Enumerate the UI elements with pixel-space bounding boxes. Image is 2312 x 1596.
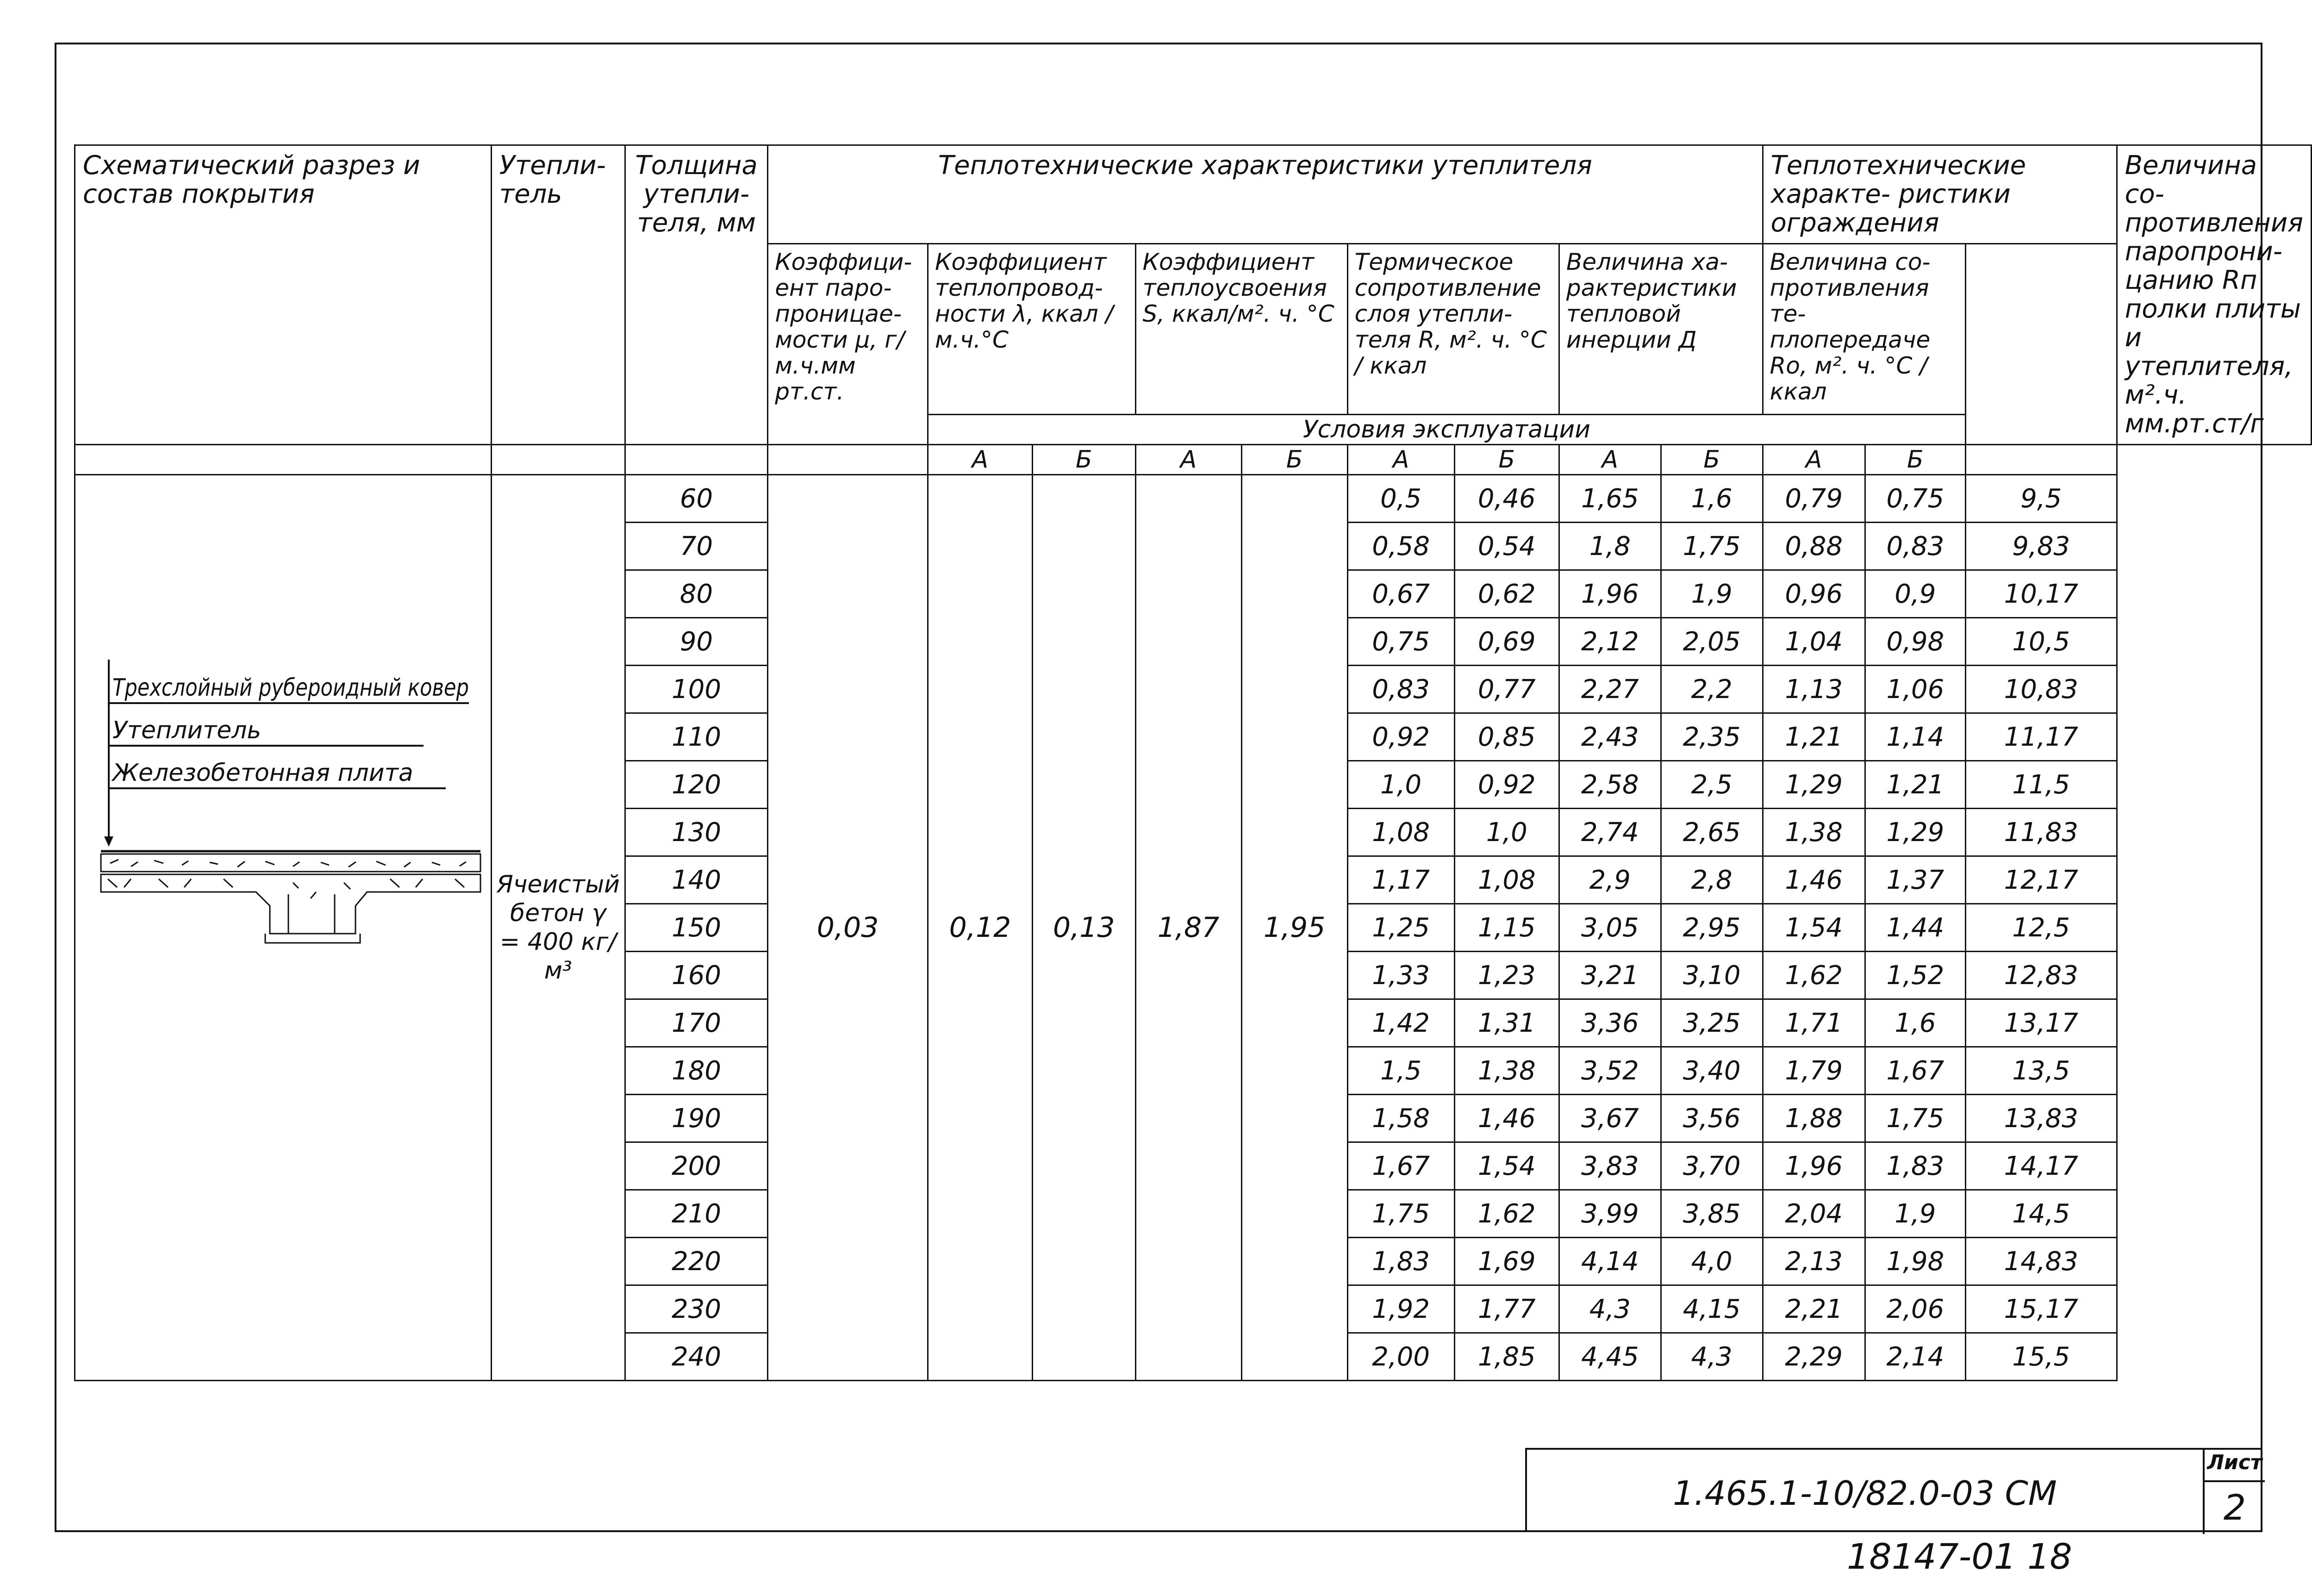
r0-b-cell: 1,9 [1865, 1190, 1965, 1238]
d-b-cell: 2,95 [1661, 904, 1763, 952]
r0-a-cell: 2,13 [1763, 1238, 1865, 1285]
vapor-resistance-cell: 11,17 [1965, 713, 2117, 761]
d-b-cell: 3,40 [1661, 1047, 1763, 1095]
thickness-cell: 150 [625, 904, 767, 952]
thickness-cell: 60 [625, 475, 767, 523]
header-enclosure-group: Теплотехнические характе- ристики ограждения [1763, 145, 2117, 244]
d-b-cell: 4,3 [1661, 1333, 1763, 1381]
header-vapor-resistance: Величина со- противления паропрони- цанию Rп полки плиты и утеплителя, м².ч. мм.рт.ст/г [2117, 145, 2311, 445]
r-b-cell: 0,62 [1454, 570, 1559, 618]
r0-a-cell: 2,21 [1763, 1285, 1865, 1333]
r-b-cell: 1,69 [1454, 1238, 1559, 1285]
r-b-cell: 1,85 [1454, 1333, 1559, 1381]
thickness-cell: 110 [625, 713, 767, 761]
vapor-resistance-cell: 12,17 [1965, 856, 2117, 904]
header-d-a: А [1559, 445, 1661, 475]
insulation-material-cell: Ячеистый бетон γ = 400 кг/м³ [491, 475, 625, 1381]
r0-a-cell: 1,29 [1763, 761, 1865, 809]
header-r-a: А [1347, 445, 1454, 475]
r0-b-cell: 1,83 [1865, 1142, 1965, 1190]
vapor-resistance-cell: 13,5 [1965, 1047, 2117, 1095]
thickness-cell: 160 [625, 952, 767, 999]
r-b-cell: 1,08 [1454, 856, 1559, 904]
r-a-cell: 1,58 [1347, 1095, 1454, 1142]
thermal-characteristics-table [74, 144, 2312, 1381]
vapor-resistance-cell: 10,5 [1965, 618, 2117, 666]
header-cond-b: Б [1032, 445, 1135, 475]
vapor-resistance-cell: 11,83 [1965, 809, 2117, 856]
r0-a-cell: 2,04 [1763, 1190, 1865, 1238]
thickness-cell: 130 [625, 809, 767, 856]
thickness-cell: 220 [625, 1238, 767, 1285]
vapor-resistance-cell: 14,17 [1965, 1142, 2117, 1190]
thickness-cell: 170 [625, 999, 767, 1047]
d-a-cell: 1,65 [1559, 475, 1661, 523]
r0-b-cell: 0,98 [1865, 618, 1965, 666]
absorption-a-cell: 1,87 [1135, 475, 1241, 1381]
r0-b-cell: 1,21 [1865, 761, 1965, 809]
d-a-cell: 4,45 [1559, 1333, 1661, 1381]
r0-a-cell: 0,96 [1763, 570, 1865, 618]
r-b-cell: 1,77 [1454, 1285, 1559, 1333]
r-b-cell: 0,54 [1454, 523, 1559, 570]
permeability-cell: 0,03 [768, 475, 928, 1381]
r-b-cell: 1,62 [1454, 1190, 1559, 1238]
vapor-resistance-cell: 15,5 [1965, 1333, 2117, 1381]
header-thermal-resistance: Термическое сопротивление слоя утепли- теля R, м². ч. °С / ккал [1347, 244, 1559, 415]
d-a-cell: 3,52 [1559, 1047, 1661, 1095]
d-b-cell: 3,70 [1661, 1142, 1763, 1190]
header-inertia: Величина ха- рактеристики тепловой инерции Д [1559, 244, 1763, 415]
r-a-cell: 0,75 [1347, 618, 1454, 666]
d-b-cell: 3,85 [1661, 1190, 1763, 1238]
thickness-cell: 230 [625, 1285, 767, 1333]
header-abs-a: А [1135, 445, 1241, 475]
header-insulation-group: Теплотехнические характеристики утеплителя [768, 145, 1763, 244]
r-a-cell: 1,92 [1347, 1285, 1454, 1333]
document-code: 1.465.1-10/82.0-03 СМ [1673, 1474, 2057, 1513]
d-b-cell: 1,75 [1661, 523, 1763, 570]
d-a-cell: 2,9 [1559, 856, 1661, 904]
d-a-cell: 1,96 [1559, 570, 1661, 618]
r-b-cell: 0,46 [1454, 475, 1559, 523]
r0-a-cell: 1,62 [1763, 952, 1865, 999]
r0-a-cell: 2,29 [1763, 1333, 1865, 1381]
vapor-resistance-cell: 9,83 [1965, 523, 2117, 570]
r0-b-cell: 1,98 [1865, 1238, 1965, 1285]
thickness-cell: 140 [625, 856, 767, 904]
r-b-cell: 1,31 [1454, 999, 1559, 1047]
header-insulation: Утепли- тель [491, 145, 625, 445]
r-a-cell: 1,83 [1347, 1238, 1454, 1285]
d-b-cell: 4,0 [1661, 1238, 1763, 1285]
header-conditions: Условия эксплуатации [928, 415, 1966, 445]
r0-b-cell: 1,44 [1865, 904, 1965, 952]
r-a-cell: 1,08 [1347, 809, 1454, 856]
header-d-b: Б [1661, 445, 1763, 475]
thickness-cell: 80 [625, 570, 767, 618]
r0-a-cell: 1,21 [1763, 713, 1865, 761]
r0-a-cell: 1,38 [1763, 809, 1865, 856]
thickness-cell: 90 [625, 618, 767, 666]
r-a-cell: 0,5 [1347, 475, 1454, 523]
vapor-resistance-cell: 12,5 [1965, 904, 2117, 952]
d-b-cell: 3,25 [1661, 999, 1763, 1047]
r-b-cell: 1,15 [1454, 904, 1559, 952]
header-abs-b: Б [1241, 445, 1347, 475]
thickness-cell: 210 [625, 1190, 767, 1238]
r-b-cell: 1,46 [1454, 1095, 1559, 1142]
r-b-cell: 1,38 [1454, 1047, 1559, 1095]
header-cond-a: А [928, 445, 1033, 475]
r0-b-cell: 1,37 [1865, 856, 1965, 904]
vapor-resistance-cell: 14,83 [1965, 1238, 2117, 1285]
d-a-cell: 1,8 [1559, 523, 1661, 570]
d-b-cell: 4,15 [1661, 1285, 1763, 1333]
r-a-cell: 0,58 [1347, 523, 1454, 570]
header-conductivity: Коэффициент теплопровод- ности λ, ккал / м.ч.°С [928, 244, 1136, 415]
r-b-cell: 0,77 [1454, 666, 1559, 713]
r0-a-cell: 1,88 [1763, 1095, 1865, 1142]
d-a-cell: 2,58 [1559, 761, 1661, 809]
conductivity-a-cell: 0,12 [928, 475, 1033, 1381]
layer-label-insulation: Утеплитель [112, 717, 262, 744]
thickness-cell: 70 [625, 523, 767, 570]
r-b-cell: 1,23 [1454, 952, 1559, 999]
r-a-cell: 1,25 [1347, 904, 1454, 952]
header-scheme: Схематический разрез и состав покрытия [75, 145, 492, 445]
r0-b-cell: 2,06 [1865, 1285, 1965, 1333]
d-b-cell: 2,2 [1661, 666, 1763, 713]
r-b-cell: 1,54 [1454, 1142, 1559, 1190]
title-block [1525, 1448, 2261, 1532]
r-a-cell: 0,92 [1347, 713, 1454, 761]
d-a-cell: 2,12 [1559, 618, 1661, 666]
header-blank-permeability [768, 445, 928, 475]
sheet-number: 2 [2223, 1487, 2246, 1528]
r0-a-cell: 1,13 [1763, 666, 1865, 713]
r0-a-cell: 0,88 [1763, 523, 1865, 570]
header-thickness: Толщина утепли- теля, мм [625, 145, 767, 445]
r0-b-cell: 1,06 [1865, 666, 1965, 713]
vapor-resistance-cell: 11,5 [1965, 761, 2117, 809]
layer-label-slab: Железобетонная плита [112, 759, 413, 787]
r-a-cell: 2,00 [1347, 1333, 1454, 1381]
d-a-cell: 4,3 [1559, 1285, 1661, 1333]
header-r0-b: Б [1865, 445, 1965, 475]
r-b-cell: 0,69 [1454, 618, 1559, 666]
sheet-label: Лист [2205, 1451, 2265, 1482]
vapor-resistance-cell: 13,83 [1965, 1095, 2117, 1142]
thickness-cell: 100 [625, 666, 767, 713]
r-a-cell: 1,33 [1347, 952, 1454, 999]
thickness-cell: 200 [625, 1142, 767, 1190]
vapor-resistance-cell: 10,17 [1965, 570, 2117, 618]
roof-section-diagram [75, 475, 490, 1355]
r-a-cell: 1,17 [1347, 856, 1454, 904]
r-a-cell: 1,42 [1347, 999, 1454, 1047]
r-b-cell: 0,85 [1454, 713, 1559, 761]
d-a-cell: 2,43 [1559, 713, 1661, 761]
header-blank-vapor [1965, 445, 2117, 475]
vapor-resistance-cell: 9,5 [1965, 475, 2117, 523]
header-r0-a: А [1763, 445, 1865, 475]
r-a-cell: 0,83 [1347, 666, 1454, 713]
r0-b-cell: 1,52 [1865, 952, 1965, 999]
vapor-resistance-cell: 10,83 [1965, 666, 2117, 713]
d-b-cell: 3,10 [1661, 952, 1763, 999]
d-a-cell: 3,36 [1559, 999, 1661, 1047]
r0-b-cell: 1,67 [1865, 1047, 1965, 1095]
table-row [75, 475, 2312, 523]
d-b-cell: 2,35 [1661, 713, 1763, 761]
header-heat-transfer: Величина со- противления те- плопередаче Rо, м². ч. °С / ккал [1763, 244, 1965, 415]
r-b-cell: 0,92 [1454, 761, 1559, 809]
header-blank-thickness [625, 445, 767, 475]
r-a-cell: 1,67 [1347, 1142, 1454, 1190]
r0-a-cell: 1,79 [1763, 1047, 1865, 1095]
r0-a-cell: 1,46 [1763, 856, 1865, 904]
d-b-cell: 2,05 [1661, 618, 1763, 666]
r0-b-cell: 1,75 [1865, 1095, 1965, 1142]
d-b-cell: 1,9 [1661, 570, 1763, 618]
d-b-cell: 1,6 [1661, 475, 1763, 523]
header-blank-scheme [75, 445, 492, 475]
vapor-resistance-cell: 13,17 [1965, 999, 2117, 1047]
r0-b-cell: 1,29 [1865, 809, 1965, 856]
d-b-cell: 2,5 [1661, 761, 1763, 809]
r0-a-cell: 1,96 [1763, 1142, 1865, 1190]
d-a-cell: 2,74 [1559, 809, 1661, 856]
layer-label-roofing: Трехслойный рубероидный ковер [112, 674, 469, 702]
r0-b-cell: 0,75 [1865, 475, 1965, 523]
r0-b-cell: 1,6 [1865, 999, 1965, 1047]
header-absorption: Коэффициент теплоусвоения S, ккал/м². ч. °С [1135, 244, 1347, 415]
inventory-number: 18147-01 18 [1847, 1536, 2072, 1577]
header-blank-insulation [491, 445, 625, 475]
r0-b-cell: 2,14 [1865, 1333, 1965, 1381]
d-a-cell: 3,83 [1559, 1142, 1661, 1190]
r-a-cell: 1,0 [1347, 761, 1454, 809]
vapor-resistance-cell: 14,5 [1965, 1190, 2117, 1238]
r0-b-cell: 0,83 [1865, 523, 1965, 570]
r0-a-cell: 1,54 [1763, 904, 1865, 952]
d-a-cell: 3,67 [1559, 1095, 1661, 1142]
r-a-cell: 0,67 [1347, 570, 1454, 618]
d-a-cell: 4,14 [1559, 1238, 1661, 1285]
d-b-cell: 2,65 [1661, 809, 1763, 856]
d-a-cell: 2,27 [1559, 666, 1661, 713]
thickness-cell: 240 [625, 1333, 767, 1381]
d-a-cell: 3,21 [1559, 952, 1661, 999]
thickness-cell: 180 [625, 1047, 767, 1095]
r0-a-cell: 1,71 [1763, 999, 1865, 1047]
r-b-cell: 1,0 [1454, 809, 1559, 856]
r0-b-cell: 0,9 [1865, 570, 1965, 618]
absorption-b-cell: 1,95 [1241, 475, 1347, 1381]
conductivity-b-cell: 0,13 [1032, 475, 1135, 1381]
r0-b-cell: 1,14 [1865, 713, 1965, 761]
header-permeability: Коэффици- ент паро- проницае- мости μ, г/м.ч.мм рт.ст. [768, 244, 928, 445]
d-a-cell: 3,99 [1559, 1190, 1661, 1238]
r-a-cell: 1,5 [1347, 1047, 1454, 1095]
vapor-resistance-cell: 15,17 [1965, 1285, 2117, 1333]
thickness-cell: 120 [625, 761, 767, 809]
d-b-cell: 2,8 [1661, 856, 1763, 904]
thickness-cell: 190 [625, 1095, 767, 1142]
sheet-cell [2203, 1450, 2263, 1534]
diagram-cell [75, 475, 492, 1381]
header-r-b: Б [1454, 445, 1559, 475]
vapor-resistance-cell: 12,83 [1965, 952, 2117, 999]
d-a-cell: 3,05 [1559, 904, 1661, 952]
r0-a-cell: 1,04 [1763, 618, 1865, 666]
r0-a-cell: 0,79 [1763, 475, 1865, 523]
d-b-cell: 3,56 [1661, 1095, 1763, 1142]
r-a-cell: 1,75 [1347, 1190, 1454, 1238]
